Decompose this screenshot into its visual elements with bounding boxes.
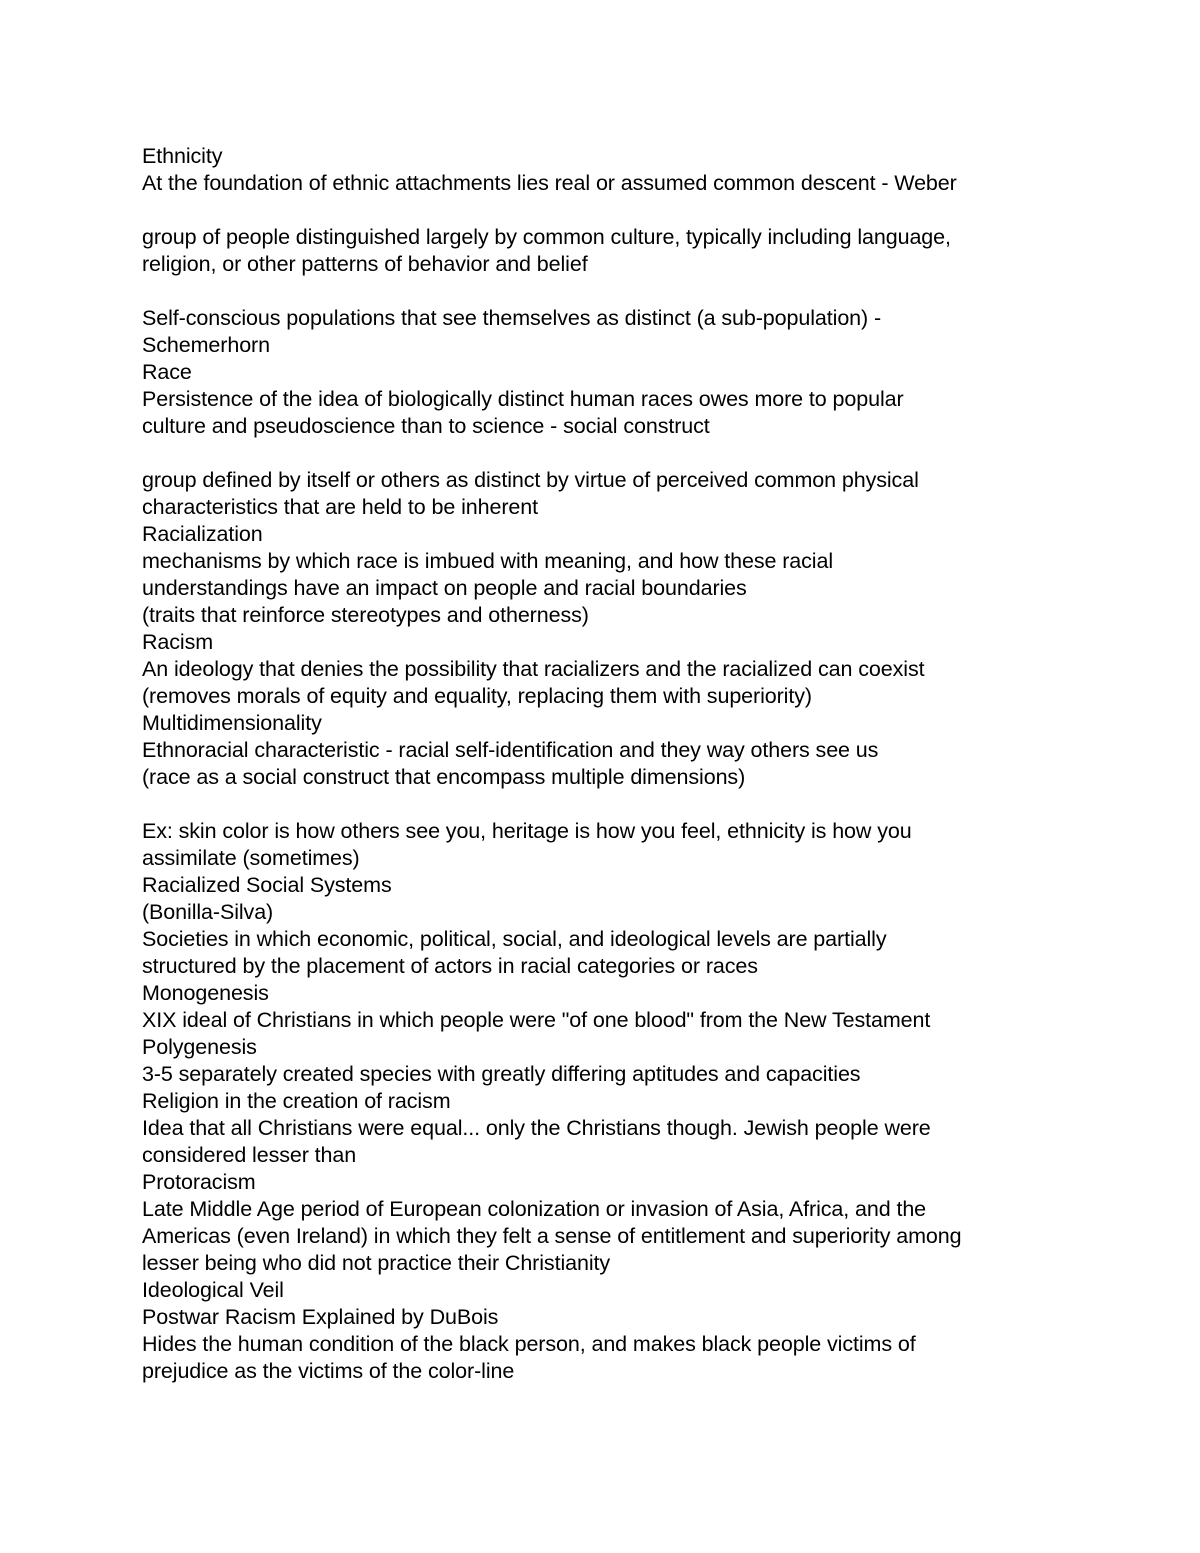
heading-protoracism: Protoracism — [142, 1170, 256, 1194]
text-line: At the foundation of ethnic attachments lies real or assumed common descent - Weber — [142, 171, 957, 195]
text-line: Postwar Racism Explained by DuBois — [142, 1305, 499, 1329]
text-line: prejudice as the victims of the color-line — [142, 1359, 515, 1383]
text-line: mechanisms by which race is imbued with meaning, and how these racial — [142, 549, 833, 573]
text-line: understandings have an impact on people and racial boundaries — [142, 576, 747, 600]
heading-religion-in-racism: Religion in the creation of racism — [142, 1089, 451, 1113]
text-line: lesser being who did not practice their Christianity — [142, 1251, 611, 1275]
heading-polygenesis: Polygenesis — [142, 1035, 257, 1059]
text-line: XIX ideal of Christians in which people were "of one blood" from the New Testament — [142, 1008, 931, 1032]
heading-racism: Racism — [142, 630, 214, 654]
text-line: (Bonilla-Silva) — [142, 900, 274, 924]
text-line: characteristics that are held to be inherent — [142, 495, 538, 519]
text-line: Late Middle Age period of European colonization or invasion of Asia, Africa, and the — [142, 1197, 927, 1221]
text-line: structured by the placement of actors in racial categories or races — [142, 954, 758, 978]
blank-line — [142, 197, 1072, 224]
text-line: Schemerhorn — [142, 333, 270, 357]
blank-line — [142, 278, 1072, 305]
text-line: group defined by itself or others as distinct by virtue of perceived common physical — [142, 468, 919, 492]
text-line: (race as a social construct that encompass multiple dimensions) — [142, 765, 746, 789]
text-line: Societies in which economic, political, social, and ideological levels are partially — [142, 927, 887, 951]
text-line: 3-5 separately created species with greatly differing aptitudes and capacities — [142, 1062, 861, 1086]
heading-race: Race — [142, 360, 192, 384]
heading-racialized-social-systems: Racialized Social Systems — [142, 873, 392, 897]
text-line: Americas (even Ireland) in which they felt a sense of entitlement and superiority among — [142, 1224, 962, 1248]
text-line: Self-conscious populations that see themselves as distinct (a sub-population) - — [142, 306, 882, 330]
text-line: Ethnoracial characteristic - racial self-identification and they way others see us — [142, 738, 879, 762]
heading-multidimensionality: Multidimensionality — [142, 711, 322, 735]
text-line: (removes morals of equity and equality, replacing them with superiority) — [142, 684, 812, 708]
text-line: considered lesser than — [142, 1143, 357, 1167]
text-line: Ex: skin color is how others see you, heritage is how you feel, ethnicity is how you — [142, 819, 912, 843]
text-line: An ideology that denies the possibility that racializers and the racialized can coexist — [142, 657, 925, 681]
heading-monogenesis: Monogenesis — [142, 981, 269, 1005]
text-line: Hides the human condition of the black person, and makes black people victims of — [142, 1332, 916, 1356]
text-line: (traits that reinforce stereotypes and otherness) — [142, 603, 589, 627]
heading-ideological-veil: Ideological Veil — [142, 1278, 284, 1302]
blank-line — [142, 440, 1072, 467]
text-line: Persistence of the idea of biologically distinct human races owes more to popular — [142, 387, 904, 411]
text-line: religion, or other patterns of behavior and belief — [142, 252, 588, 276]
text-line: group of people distinguished largely by common culture, typically including language, — [142, 225, 951, 249]
text-line: culture and pseudoscience than to science - social construct — [142, 414, 710, 438]
heading-ethnicity: Ethnicity — [142, 144, 223, 168]
blank-line — [142, 791, 1072, 818]
document-page — [142, 143, 1072, 1385]
text-line: Idea that all Christians were equal... only the Christians though. Jewish people were — [142, 1116, 931, 1140]
text-line: assimilate (sometimes) — [142, 846, 360, 870]
heading-racialization: Racialization — [142, 522, 263, 546]
